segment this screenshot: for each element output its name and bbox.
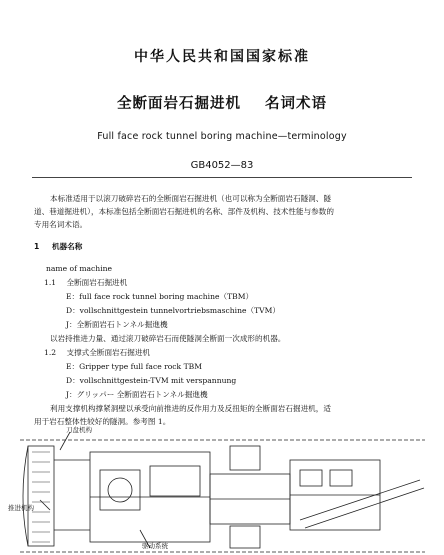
item-1-2-german: D：vollschnittgestein-TVM mit verspannung <box>66 376 237 385</box>
item-1-1-german: D：vollschnittgestein tunnelvortriebsmaschine（TVM） <box>66 306 280 315</box>
item-1-2-japanese: J：グリッパー 全断面岩石トンネル掘進機 <box>66 390 208 399</box>
standard-number: GB4052—83 <box>190 160 254 171</box>
section-1-number: 1 <box>34 242 40 251</box>
item-1-2-description-1: 利用支撑机构撑紧洞壁以承受向前推进的反作用力及反扭矩的全断面岩石掘进机，适 <box>50 404 331 413</box>
intro-line-2: 道、巷道掘进机），本标准包括全断面岩石掘进机的名称、部件及机构、技术性能与参数的 <box>34 207 334 216</box>
figure-label-thrust: 推进机构 <box>8 504 34 512</box>
item-1-2-english: E：Gripper type full face rock TBM <box>66 362 202 371</box>
section-1-subtitle: name of machine <box>46 264 113 273</box>
figure-label-drive: 驱动系统 <box>142 542 168 550</box>
document-title-main: 全断面岩石掘进机 <box>116 96 241 112</box>
item-1-1-title: 全断面岩石掘进机 <box>66 278 128 287</box>
intro-line-1: 本标准适用于以滚刀破碎岩石的全断面岩石掘进机（也可以称为全断面岩石隧洞、隧 <box>50 194 331 203</box>
item-1-1-japanese: J：全断面岩石トンネル掘進機 <box>66 320 168 329</box>
item-1-2-description-2: 用于岩石整体性较好的隧洞。参考图 1。 <box>34 417 171 426</box>
item-1-2-number: 1.2 <box>44 348 57 357</box>
english-title: Full face rock tunnel boring machine—terminology <box>97 131 347 142</box>
standard-title: 中华人民共和国国家标准 <box>134 49 310 65</box>
intro-line-3: 专用名词术语。 <box>34 220 88 229</box>
section-1-title: 机器名称 <box>51 242 83 251</box>
item-1-2-title: 支撑式全断面岩石掘进机 <box>66 348 151 357</box>
item-1-1-english: E：full face rock tunnel boring machine（TBM） <box>66 292 254 301</box>
document-title-sub: 名词术语 <box>265 96 328 112</box>
figure-label-cutterhead: 刀盘机构 <box>66 426 92 434</box>
item-1-1-description: 以岩持推进力量、通过滚刀破碎岩石而使隧洞全断面一次成形的机器。 <box>50 334 286 343</box>
item-1-1-number: 1.1 <box>44 278 57 287</box>
